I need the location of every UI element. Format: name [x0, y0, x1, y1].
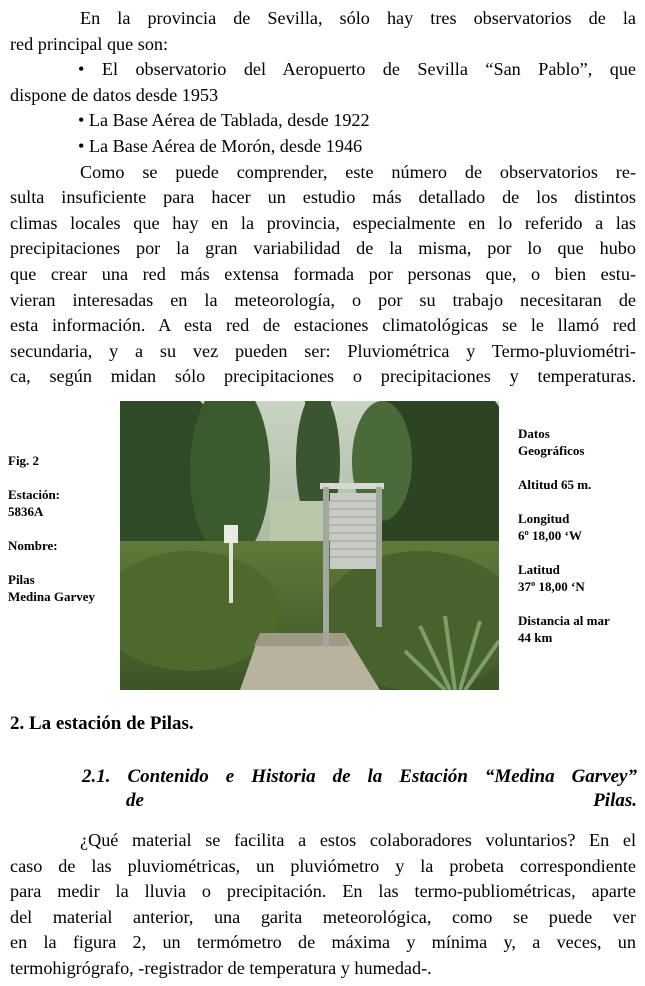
geo-data-heading: Geográficos [518, 443, 585, 458]
text-line: del material anterior, una garita meteorológica, como se puede ver [10, 906, 636, 927]
latitude-value: 37º 18,00 ‘N [518, 579, 585, 594]
bullet-item: • La Base Aérea de Tablada, desde 1922 [78, 110, 370, 131]
bullet-item-continuation: dispone de datos desde 1953 [10, 84, 219, 105]
bullet-item: • La Base Aérea de Morón, desde 1946 [78, 135, 363, 156]
longitude-value: 6º 18,00 ‘W [518, 528, 582, 543]
text-line: que crear una red más extensa formada por personas que, o bien estu- [10, 263, 636, 284]
text-line: ¿Qué material se facilita a estos colaboradores voluntarios? En el [80, 830, 636, 850]
text-line: secundaria, y a su vez pueden ser: Pluviométrica y Termo-pluviométri- [10, 340, 636, 361]
text-line: vieran interesadas en la meteorología, o por su trabajo necesitaran de [10, 289, 636, 310]
distance-value: 44 km [518, 630, 553, 645]
figure-caption-right [518, 425, 610, 646]
bullet-item: • El observatorio del Aeropuerto de Sevilla “San Pablo”, que [78, 59, 636, 80]
text-line: En la provincia de Sevilla, sólo hay tres observatorios de la [80, 8, 636, 28]
text-line: caso de las pluviométricas, un pluviómetro y la probeta correspondiente [10, 855, 636, 876]
station-name: Medina Garvey [8, 589, 96, 604]
text-line: en la figura 2, un termómetro de máxima y mínima y, a veces, un [10, 932, 636, 953]
distance-label: Distancia al mar [518, 613, 610, 628]
intro-paragraph [10, 6, 636, 390]
subsection-title-line: de Pilas. [126, 790, 637, 811]
text-line: red principal que son: [10, 33, 169, 54]
text-line: termohigrógrafo, -registrador de temperatura y humedad-. [10, 957, 432, 978]
text-line: sulta insuficiente para hacer un estudio más detallado de los distintos [10, 187, 636, 208]
section-heading: 2. La estación de Pilas. [10, 713, 194, 734]
text-line: precipitaciones por la gran variabilidad de la misma, por lo que hubo [10, 238, 636, 259]
text-line: climas locales que hay en la provincia, especialmente en lo referido a las [10, 212, 636, 233]
text-line: esta información. A esta red de estaciones climatológicas se le llamó red [10, 315, 636, 336]
subsection-title-line: 2.1. Contenido e Historia de la Estación “Medina Garvey” [82, 766, 637, 787]
text-line: Como se puede comprender, este número de observatorios re- [80, 161, 636, 182]
geo-data-heading: Datos [518, 426, 550, 441]
station-name: Pilas [8, 572, 35, 587]
latitude-label: Latitud [518, 562, 560, 577]
subsection-heading [82, 765, 637, 813]
figure-caption-left [8, 452, 95, 605]
text-line: ca, según midan sólo precipitaciones o precipitaciones y temperaturas. [10, 366, 636, 387]
altitude-value: Altitud 65 m. [518, 477, 592, 492]
longitude-label: Longitud [518, 511, 570, 526]
text-line: para medir la lluvia o precipitación. En las termo-publiométricas, aparte [10, 881, 636, 902]
figure-number: Fig. 2 [8, 453, 40, 468]
station-label: Estación: [8, 487, 60, 502]
station-photo [120, 401, 499, 690]
name-label: Nombre: [8, 538, 58, 553]
station-code: 5836A [8, 504, 44, 519]
body-paragraph [10, 828, 636, 982]
